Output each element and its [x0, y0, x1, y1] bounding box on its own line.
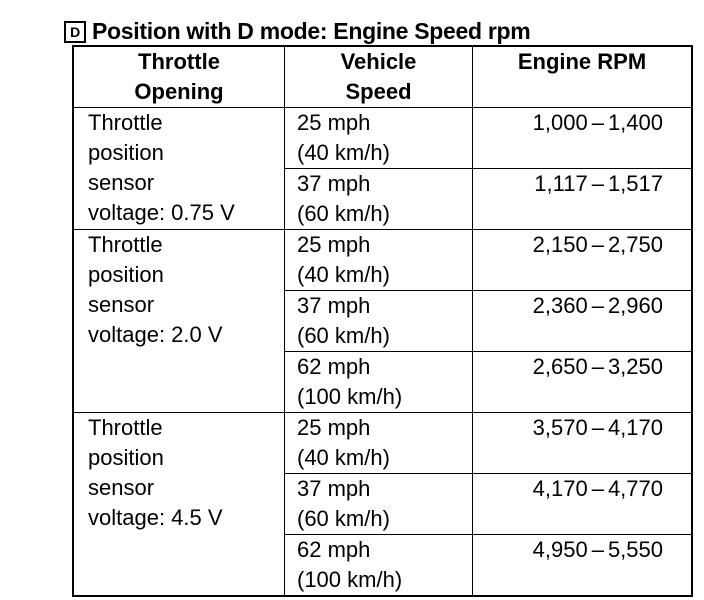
- engine-rpm-cell: [473, 291, 693, 352]
- vehicle-speed-cell: [285, 169, 473, 230]
- vehicle-speed-cell: [285, 230, 473, 291]
- table-row: [73, 108, 692, 169]
- vehicle-speed-line: 37 mph: [297, 171, 371, 196]
- rpm-high: 2,960: [607, 293, 663, 318]
- rpm-high: 5,550: [607, 537, 663, 562]
- rpm-low: 2,150: [532, 232, 588, 257]
- rpm-low: 4,170: [532, 476, 588, 501]
- rpm-range-separator: –: [591, 293, 604, 318]
- engine-rpm-cell: [473, 535, 693, 597]
- vehicle-speed-line: 62 mph: [297, 354, 371, 379]
- rpm-range-separator: –: [591, 476, 604, 501]
- throttle-opening-line: sensor: [88, 292, 155, 317]
- throttle-opening-cell: [73, 230, 285, 413]
- rpm-high: 4,170: [607, 415, 663, 440]
- rpm-low: 3,570: [532, 415, 588, 440]
- vehicle-speed-line: 37 mph: [297, 476, 371, 501]
- engine-rpm-cell: [473, 169, 693, 230]
- vehicle-speed-line: 37 mph: [297, 293, 371, 318]
- title-text: Position with D mode: Engine Speed rpm: [92, 18, 531, 44]
- rpm-low: 4,950: [532, 537, 588, 562]
- throttle-opening-line: position: [88, 140, 164, 165]
- vehicle-speed-cell: [285, 535, 473, 597]
- engine-rpm-cell: [473, 352, 693, 413]
- engine-rpm-cell: [473, 108, 693, 169]
- rpm-range-separator: –: [591, 171, 604, 196]
- vehicle-speed-line: (40 km/h): [297, 140, 390, 165]
- engine-rpm-cell: [473, 230, 693, 291]
- throttle-opening-line: sensor: [88, 475, 155, 500]
- rpm-high: 1,400: [607, 110, 663, 135]
- vehicle-speed-line: 25 mph: [297, 415, 371, 440]
- throttle-opening-line: Throttle: [88, 232, 163, 257]
- throttle-opening-line: voltage: 2.0 V: [88, 322, 223, 347]
- vehicle-speed-line: 62 mph: [297, 537, 371, 562]
- rpm-range-separator: –: [591, 232, 604, 257]
- throttle-opening-line: voltage: 0.75 V: [88, 200, 235, 225]
- throttle-opening-line: position: [88, 445, 164, 470]
- throttle-opening-cell: [73, 108, 285, 230]
- throttle-opening-cell: [73, 413, 285, 597]
- engine-speed-table: [72, 45, 693, 597]
- rpm-range-separator: –: [591, 354, 604, 379]
- vehicle-speed-line: (60 km/h): [297, 323, 390, 348]
- throttle-opening-line: voltage: 4.5 V: [88, 505, 223, 530]
- page-title: [64, 18, 530, 45]
- vehicle-speed-line: (100 km/h): [297, 384, 403, 409]
- header-row: [73, 46, 692, 108]
- vehicle-speed-cell: [285, 291, 473, 352]
- rpm-range-separator: –: [591, 110, 604, 135]
- vehicle-speed-cell: [285, 108, 473, 169]
- rpm-low: 2,650: [532, 354, 588, 379]
- rpm-range-separator: –: [591, 537, 604, 562]
- vehicle-speed-cell: [285, 474, 473, 535]
- vehicle-speed-line: (60 km/h): [297, 506, 390, 531]
- header-engine-rpm: Engine RPM: [473, 46, 693, 108]
- rpm-high: 2,750: [607, 232, 663, 257]
- vehicle-speed-cell: [285, 352, 473, 413]
- rpm-low: 2,360: [532, 293, 588, 318]
- header-throttle-opening: Throttle Opening: [73, 46, 285, 108]
- engine-rpm-cell: [473, 474, 693, 535]
- rpm-high: 1,517: [607, 171, 663, 196]
- position-badge: D: [64, 21, 86, 43]
- vehicle-speed-line: 25 mph: [297, 232, 371, 257]
- throttle-opening-line: Throttle: [88, 415, 163, 440]
- throttle-opening-line: Throttle: [88, 110, 163, 135]
- rpm-low: 1,117: [534, 171, 588, 196]
- vehicle-speed-line: 25 mph: [297, 110, 371, 135]
- throttle-opening-line: sensor: [88, 170, 155, 195]
- table-row: [73, 230, 692, 291]
- rpm-range-separator: –: [591, 415, 604, 440]
- rpm-high: 4,770: [607, 476, 663, 501]
- header-vehicle-speed: Vehicle Speed: [285, 46, 473, 108]
- throttle-opening-line: position: [88, 262, 164, 287]
- vehicle-speed-line: (40 km/h): [297, 262, 390, 287]
- vehicle-speed-cell: [285, 413, 473, 474]
- vehicle-speed-line: (60 km/h): [297, 201, 390, 226]
- vehicle-speed-line: (100 km/h): [297, 567, 403, 592]
- rpm-high: 3,250: [607, 354, 663, 379]
- vehicle-speed-line: (40 km/h): [297, 445, 390, 470]
- rpm-low: 1,000: [532, 110, 588, 135]
- engine-rpm-cell: [473, 413, 693, 474]
- table-body: [73, 108, 692, 597]
- table-row: [73, 413, 692, 474]
